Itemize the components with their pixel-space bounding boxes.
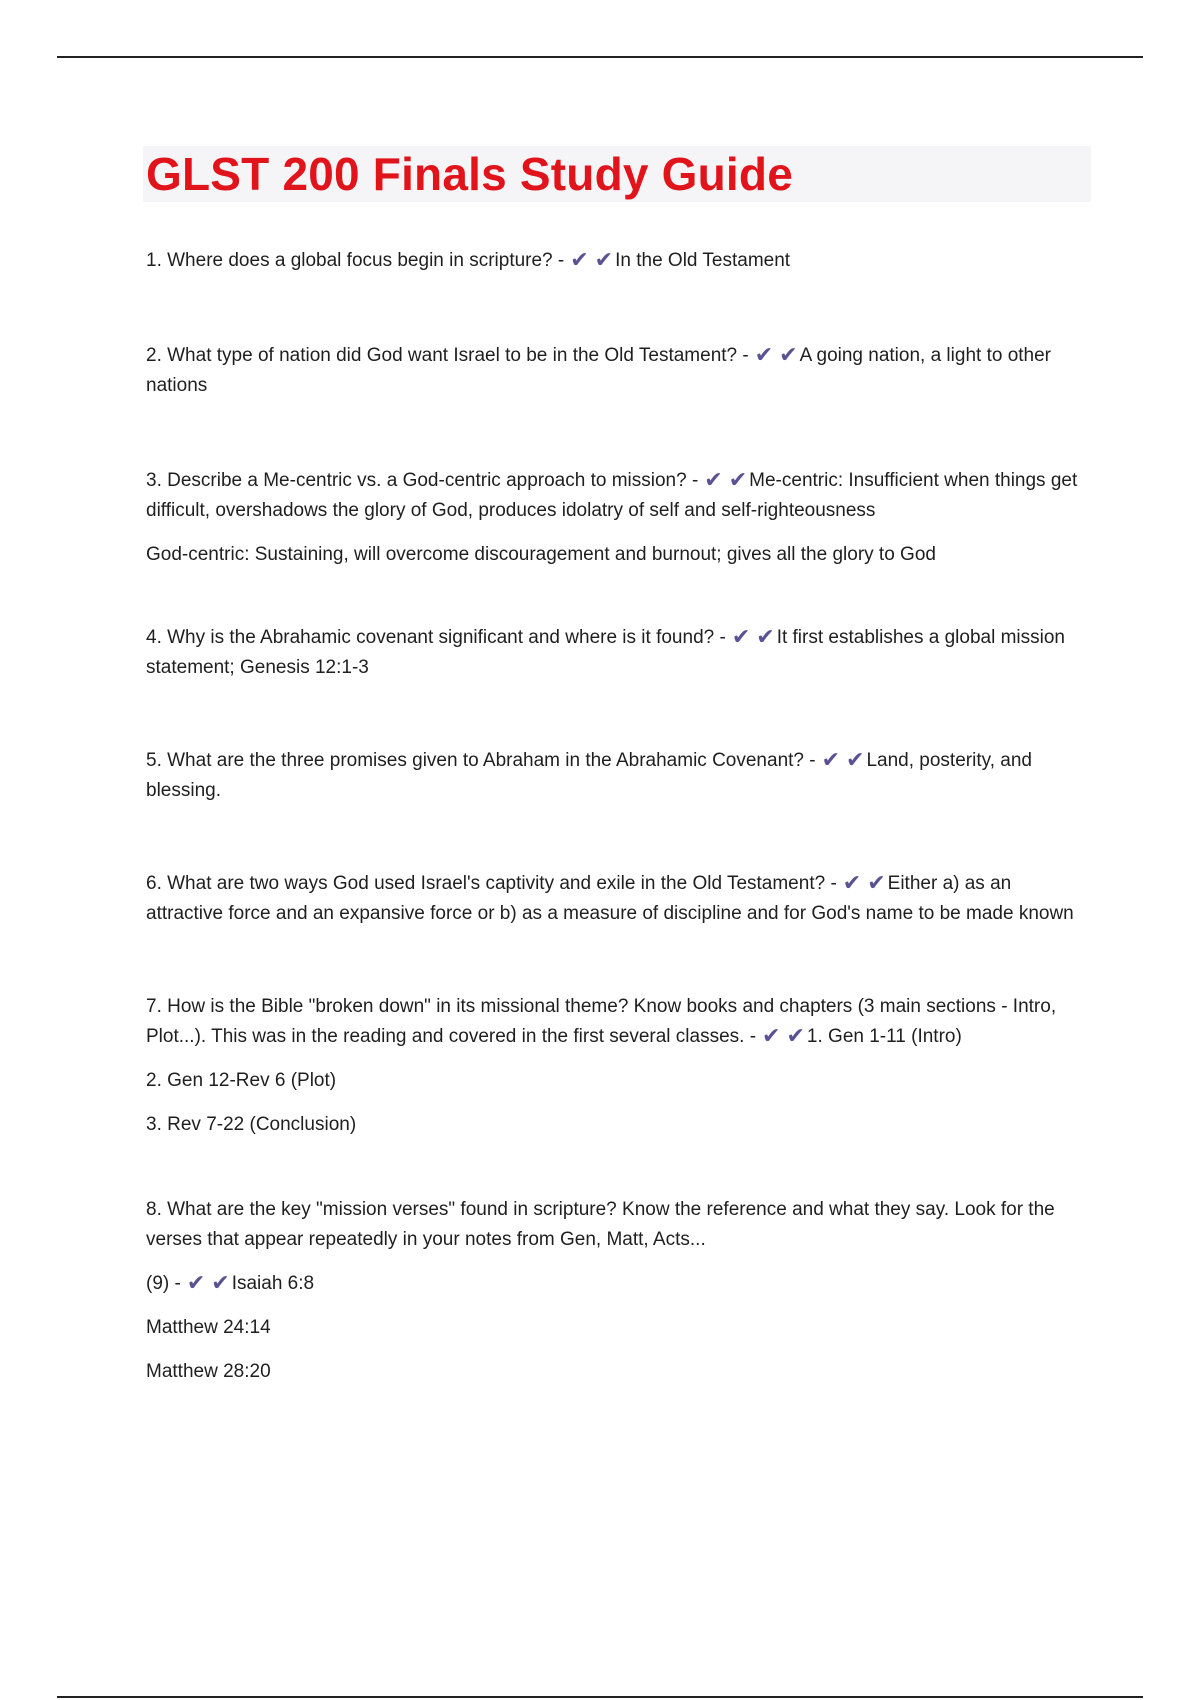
qa-paragraph bbox=[146, 466, 1086, 526]
checkmark-icon: ✔ bbox=[779, 342, 798, 367]
answer-checkmarks bbox=[762, 1022, 805, 1052]
answer-checkmarks bbox=[570, 246, 613, 276]
checkmark-icon: ✔ bbox=[728, 467, 748, 492]
answer-text: Land, posterity, and blessing. bbox=[146, 750, 1032, 801]
qa-item bbox=[146, 992, 1086, 1140]
answer-checkmarks bbox=[822, 746, 865, 776]
qa-item bbox=[146, 746, 1086, 806]
qa-list bbox=[146, 246, 1086, 1387]
checkmark-icon: ✔ bbox=[594, 247, 614, 272]
qa-item bbox=[146, 623, 1086, 683]
answer-text: Isaiah 6:8 bbox=[231, 1273, 315, 1294]
answer-checkmarks bbox=[843, 869, 886, 899]
answer-checkmarks bbox=[732, 623, 775, 653]
checkmark-icon: ✔ bbox=[821, 747, 841, 772]
answer-continuation: 2. Gen 12-Rev 6 (Plot) bbox=[146, 1070, 337, 1091]
checkmark-icon: ✔ bbox=[570, 247, 589, 272]
qa-paragraph bbox=[146, 746, 1086, 806]
answer-text: Me-centric: Insufficient when things get difficult, overshadows the glory of God, produces idolatry of self and self-righteousness bbox=[146, 470, 1078, 521]
checkmark-icon: ✔ bbox=[186, 1270, 206, 1295]
qa-paragraph bbox=[146, 623, 1086, 683]
question-text: 6. What are two ways God used Israel's captivity and exile in the Old Testament? - bbox=[146, 873, 837, 894]
answer-text: A going nation, a light to other nations bbox=[146, 345, 1052, 396]
checkmark-icon: ✔ bbox=[704, 467, 723, 492]
qa-item bbox=[146, 341, 1086, 401]
checkmark-icon: ✔ bbox=[756, 624, 775, 649]
top-rule bbox=[57, 56, 1143, 58]
checkmark-icon: ✔ bbox=[731, 624, 751, 649]
answer-continuation: Matthew 28:20 bbox=[146, 1361, 271, 1382]
checkmark-icon: ✔ bbox=[211, 1270, 230, 1295]
answer-text: Either a) as an attractive force and an expansive force or b) as a measure of discipline and for God's name to be made known bbox=[146, 873, 1074, 924]
checkmark-icon: ✔ bbox=[846, 747, 865, 772]
document-title: GLST 200 Finals Study Guide bbox=[146, 148, 793, 200]
answer-checkmarks bbox=[187, 1269, 230, 1299]
question-text: 5. What are the three promises given to Abraham in the Abrahamic Covenant? - bbox=[146, 750, 816, 771]
answer-checkmarks bbox=[704, 466, 747, 496]
qa-paragraph bbox=[146, 992, 1086, 1052]
question-text: 8. What are the key "mission verses" found in scripture? Know the reference and what they say. Look for the verses that appear repeatedly in your notes from Gen, Matt, Acts... bbox=[146, 1199, 1055, 1250]
question-text: 4. Why is the Abrahamic covenant significant and where is it found? - bbox=[146, 627, 726, 648]
answer-text: In the Old Testament bbox=[615, 250, 791, 271]
qa-paragraph bbox=[146, 246, 1086, 276]
checkmark-icon: ✔ bbox=[786, 1023, 805, 1048]
answer-continuation: 3. Rev 7-22 (Conclusion) bbox=[146, 1114, 357, 1135]
answer-continuation: God-centric: Sustaining, will overcome discouragement and burnout; gives all the glory to God bbox=[146, 544, 936, 565]
answer-text: It first establishes a global mission statement; Genesis 12:1-3 bbox=[146, 627, 1065, 678]
answer-checkmarks bbox=[755, 341, 798, 371]
checkmark-icon: ✔ bbox=[842, 870, 862, 895]
qa-item bbox=[146, 1195, 1086, 1387]
qa-paragraph bbox=[146, 1269, 1086, 1299]
checkmark-icon: ✔ bbox=[867, 870, 886, 895]
qa-item bbox=[146, 466, 1086, 570]
qa-paragraph bbox=[146, 869, 1086, 929]
bottom-rule bbox=[57, 1696, 1143, 1698]
answer-text: 1. Gen 1-11 (Intro) bbox=[806, 1026, 962, 1047]
qa-item bbox=[146, 246, 1086, 276]
qa-item bbox=[146, 869, 1086, 929]
question-text: 7. How is the Bible "broken down" in its missional theme? Know books and chapters (3 main sections - Intro, Plot...). This was in the reading and covered in the first several classes. - bbox=[146, 996, 1057, 1047]
qa-paragraph bbox=[146, 341, 1086, 401]
checkmark-icon: ✔ bbox=[754, 342, 774, 367]
question-suffix: (9) - bbox=[146, 1273, 181, 1294]
question-text: 1. Where does a global focus begin in scripture? - bbox=[146, 250, 565, 271]
checkmark-icon: ✔ bbox=[762, 1023, 781, 1048]
question-text: 3. Describe a Me-centric vs. a God-centric approach to mission? - bbox=[146, 470, 699, 491]
answer-continuation: Matthew 24:14 bbox=[146, 1317, 271, 1338]
question-text: 2. What type of nation did God want Israel to be in the Old Testament? - bbox=[146, 345, 749, 366]
